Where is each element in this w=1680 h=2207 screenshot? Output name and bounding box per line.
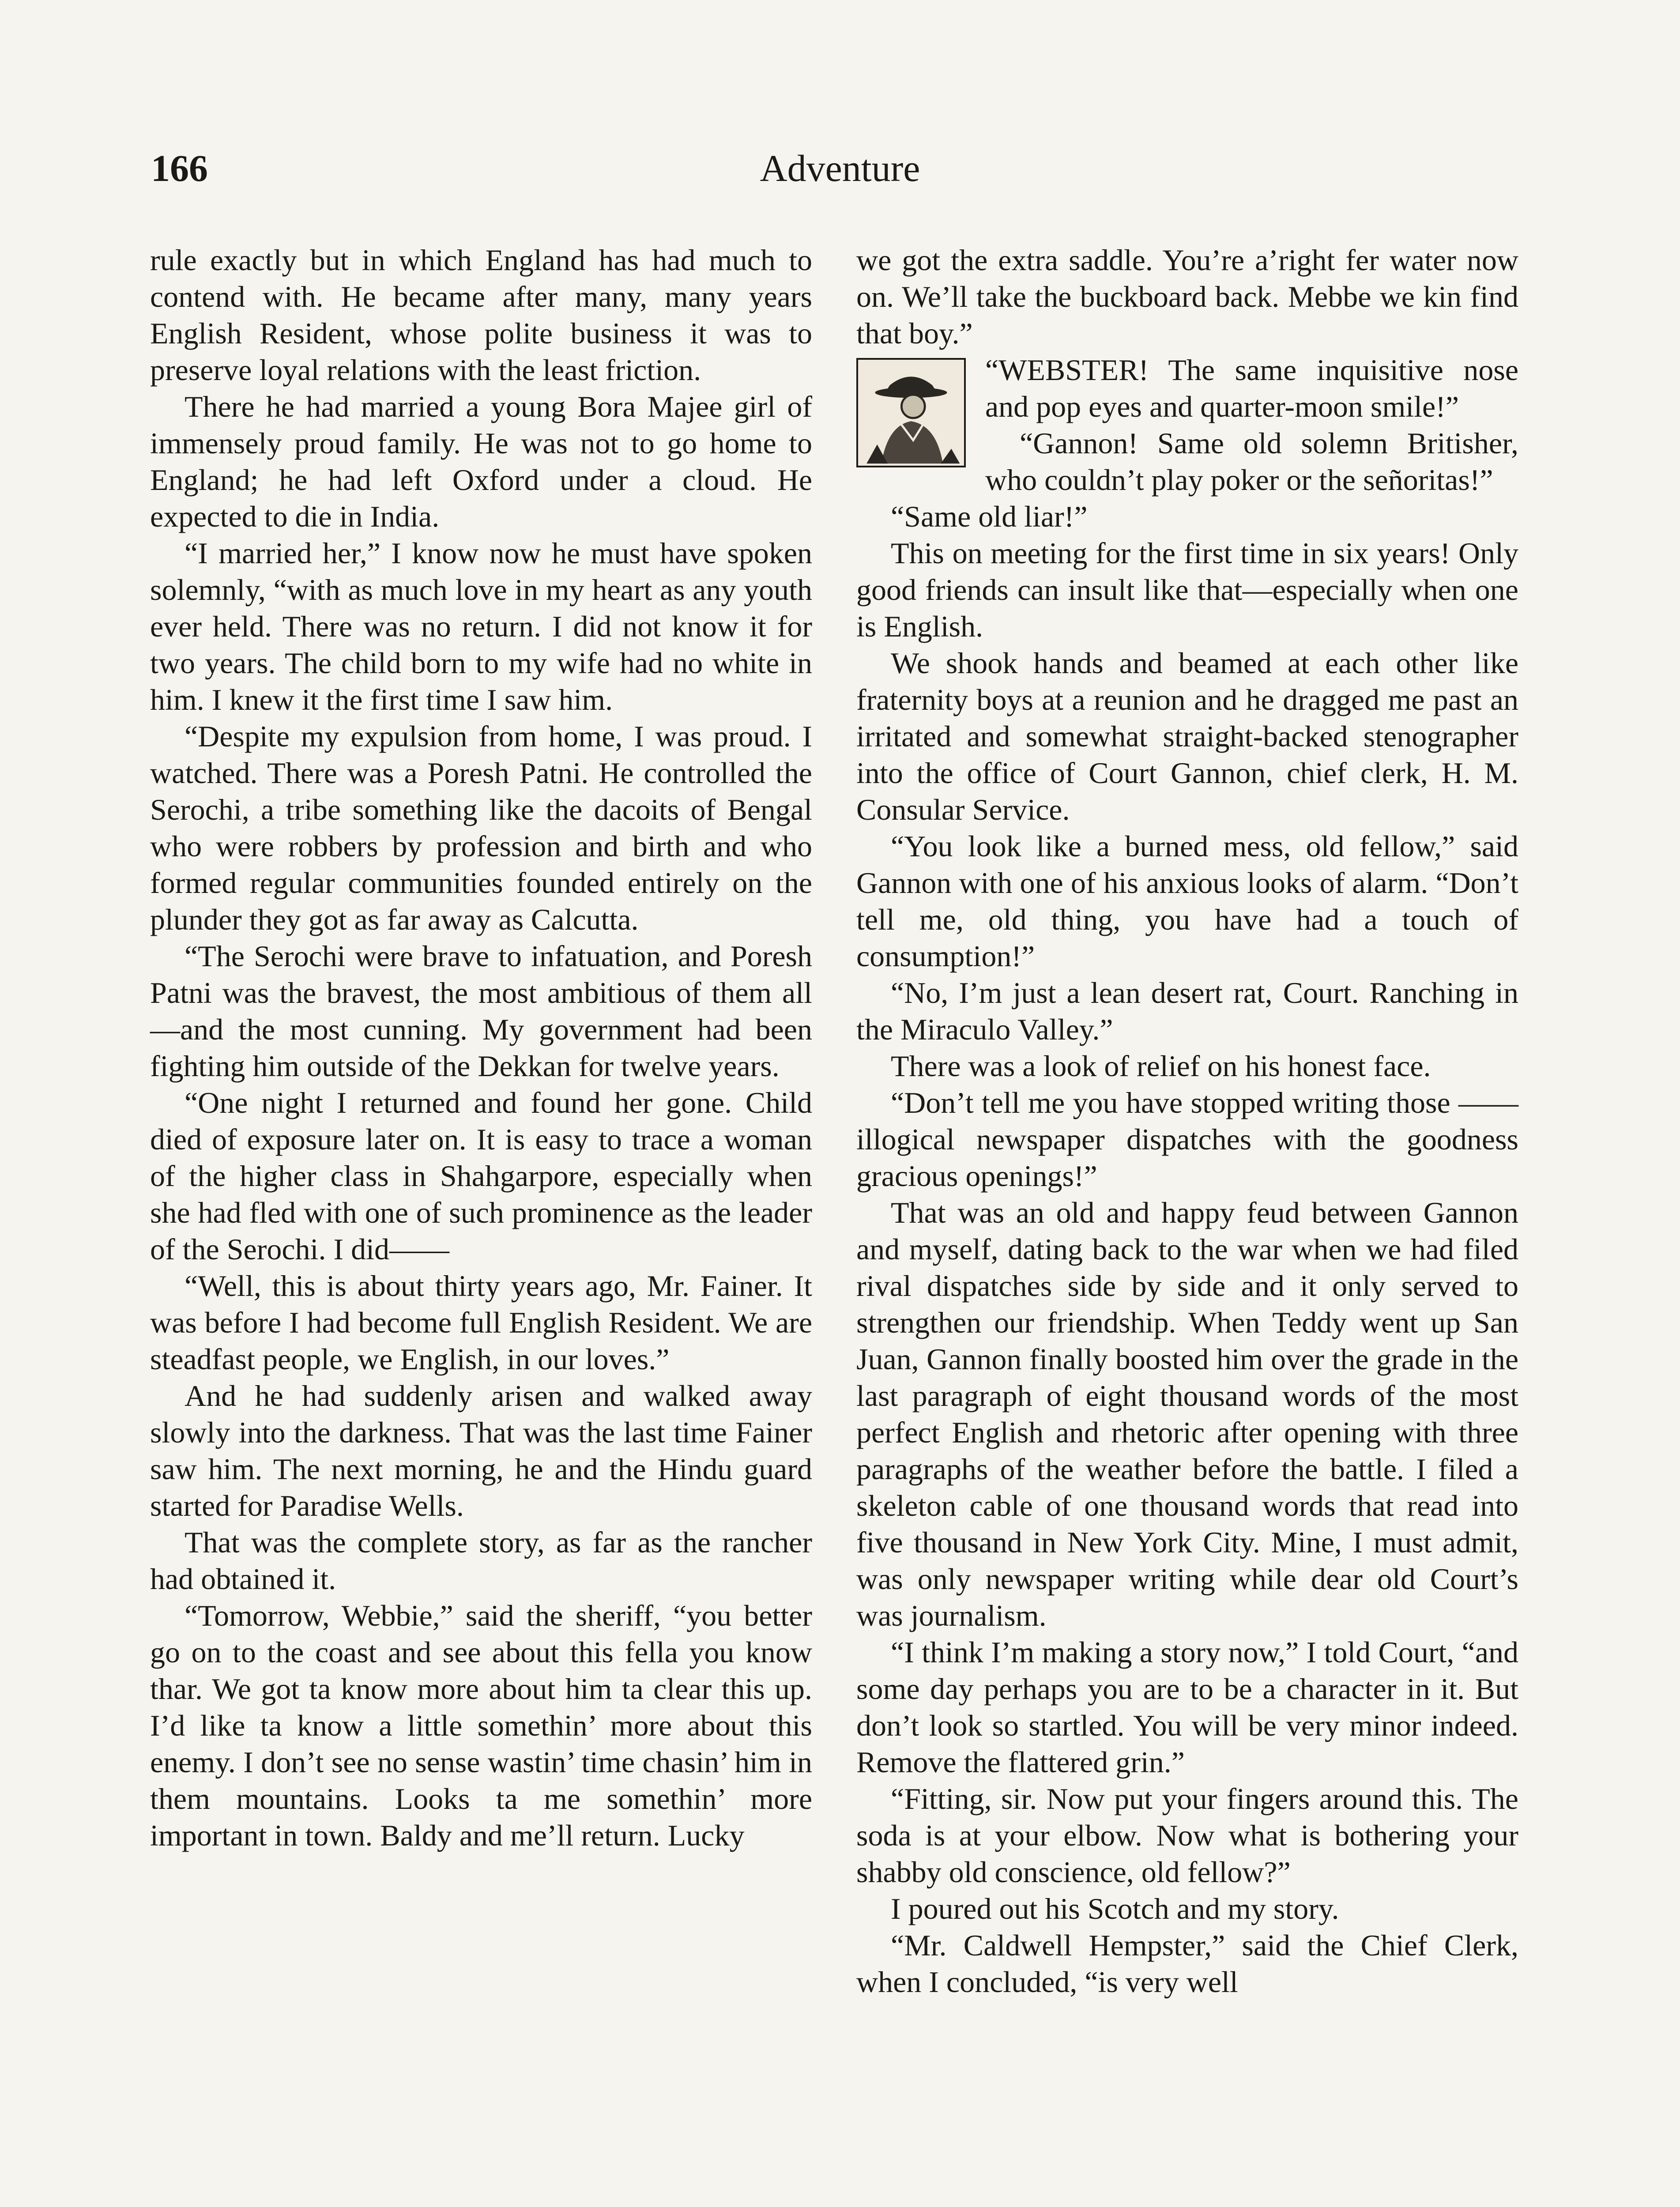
right-column xyxy=(856,242,1518,2000)
paragraph: “Don’t tell me you have stopped writing those —— illogical newspaper dispatches with the goodness gracious openings!” xyxy=(856,1086,1518,1193)
paragraph: “I married her,” I know now he must have spoken solemnly, “with as much love in my heart as any youth ever held. There was no return. I did not know it for two years. The child born to my wife had no white in him. I knew it the first time I saw him. xyxy=(150,536,812,716)
paragraph: “You look like a burned mess, old fellow,” said Gannon with one of his anxious looks of alarm. “Don’t tell me, old thing, you have had a touch of consumption!” xyxy=(856,829,1518,973)
paragraph: we got the extra saddle. You’re a’right fer water now on. We’ll take the buckboard back. Mebbe we kin find that boy.” xyxy=(856,243,1518,350)
page-number: 166 xyxy=(151,147,208,189)
paragraph: “One night I returned and found her gone. Child died of exposure later on. It is easy to trace a woman of the higher class in Shahgarpore, especially when she had fled with one of such prominence as the leader of the Serochi. I did—— xyxy=(150,1086,812,1266)
paragraph: This on meeting for the first time in six years! Only good friends can insult like that—especially when one is English. xyxy=(856,536,1518,643)
paragraph: “Same old liar!” xyxy=(891,500,1088,533)
paragraph: “The Serochi were brave to infatuation, and Poresh Patni was the bravest, the most ambitious of them all—and the most cunning. My government had been fighting him outside of the Dekkan for twelve years. xyxy=(150,939,812,1083)
paragraph: “I think I’m making a story now,” I told Court, “and some day perhaps you are to be a character in it. But don’t look so startled. You will be very minor indeed. Remove the flattered grin.” xyxy=(856,1635,1518,1779)
paragraph: “Well, this is about thirty years ago, Mr. Fainer. It was before I had become full English Resident. We are steadfast people, we English, in our loves.” xyxy=(150,1269,812,1376)
paragraph: rule exactly but in which England has had much to contend with. He became after many, many years English Resident, whose polite business it was to preserve loyal relations with the least friction. xyxy=(150,243,812,387)
paragraph: “No, I’m just a lean desert rat, Court. Ranching in the Miraculo Valley.” xyxy=(856,976,1518,1046)
paragraph: There was a look of relief on his honest face. xyxy=(891,1049,1431,1083)
running-head-title: Adventure xyxy=(760,147,920,189)
paragraph: “Gannon! Same old solemn Britisher, who couldn’t play poker or the señoritas!” xyxy=(985,426,1518,497)
paragraph: “Fitting, sir. Now put your fingers around this. The soda is at your elbow. Now what is bothering your shabby old conscience, old fellow?” xyxy=(856,1782,1518,1889)
paragraph: That was the complete story, as far as the rancher had obtained it. xyxy=(150,1525,812,1596)
paragraph: We shook hands and beamed at each other like fraternity boys at a reunion and he dragged me past an irritated and somewhat straight-backed stenographer into the office of Court Gannon, chief clerk, H. M. Consular Service. xyxy=(856,646,1518,826)
left-column xyxy=(150,242,812,1854)
cowboy-figure-icon xyxy=(858,360,964,466)
paragraph: That was an old and happy feud between Gannon and myself, dating back to the war when we had filed rival dispatches side by side and it only served to strengthen our friendship. When Teddy went up San Juan, Gannon finally boosted him over the grade in the last paragraph of eight thousand words of the most perfect English and rhetoric after opening with three paragraphs of the weather before the battle. I filed a skeleton cable of one thousand words that read into five thousand in New York City. Mine, I must admit, was only newspaper writing while dear old Court’s was journalism. xyxy=(856,1196,1518,1632)
paragraph: There he had married a young Bora Majee girl of immensely proud family. He was not to go home to England; he had left Oxford under a cloud. He expected to die in India. xyxy=(150,390,812,533)
paragraph: “Despite my expulsion from home, I was proud. I watched. There was a Poresh Patni. He controlled the Serochi, a tribe something like the dacoits of Bengal who were robbers by profession and birth and who formed regular communities founded entirely on the plunder they got as far away as Calcutta. xyxy=(150,719,812,936)
paragraph: “Tomorrow, Webbie,” said the sheriff, “you better go on to the coast and see about this fella you know thar. We got ta know more about him ta clear this up. I’d like ta know a little somethin’ more about this enemy. I don’t see no sense wastin’ time chasin’ him in them mountains. Looks ta me somethin’ more important in town. Baldy and me’ll return. Lucky xyxy=(150,1599,812,1852)
paragraph: “Mr. Caldwell Hempster,” said the Chief Clerk, when I concluded, “is very well xyxy=(856,1928,1518,1999)
paragraph: And he had suddenly arisen and walked away slowly into the darkness. That was the last time Fainer saw him. The next morning, he and the Hindu guard started for Paradise Wells. xyxy=(150,1379,812,1522)
paragraph: I poured out his Scotch and my story. xyxy=(891,1892,1339,1925)
cowboy-vignette-icon xyxy=(856,358,966,467)
section-opening-paragraph: “WEBSTER! The same inquisitive nose and pop eyes and quarter-moon smile!” xyxy=(985,353,1518,423)
